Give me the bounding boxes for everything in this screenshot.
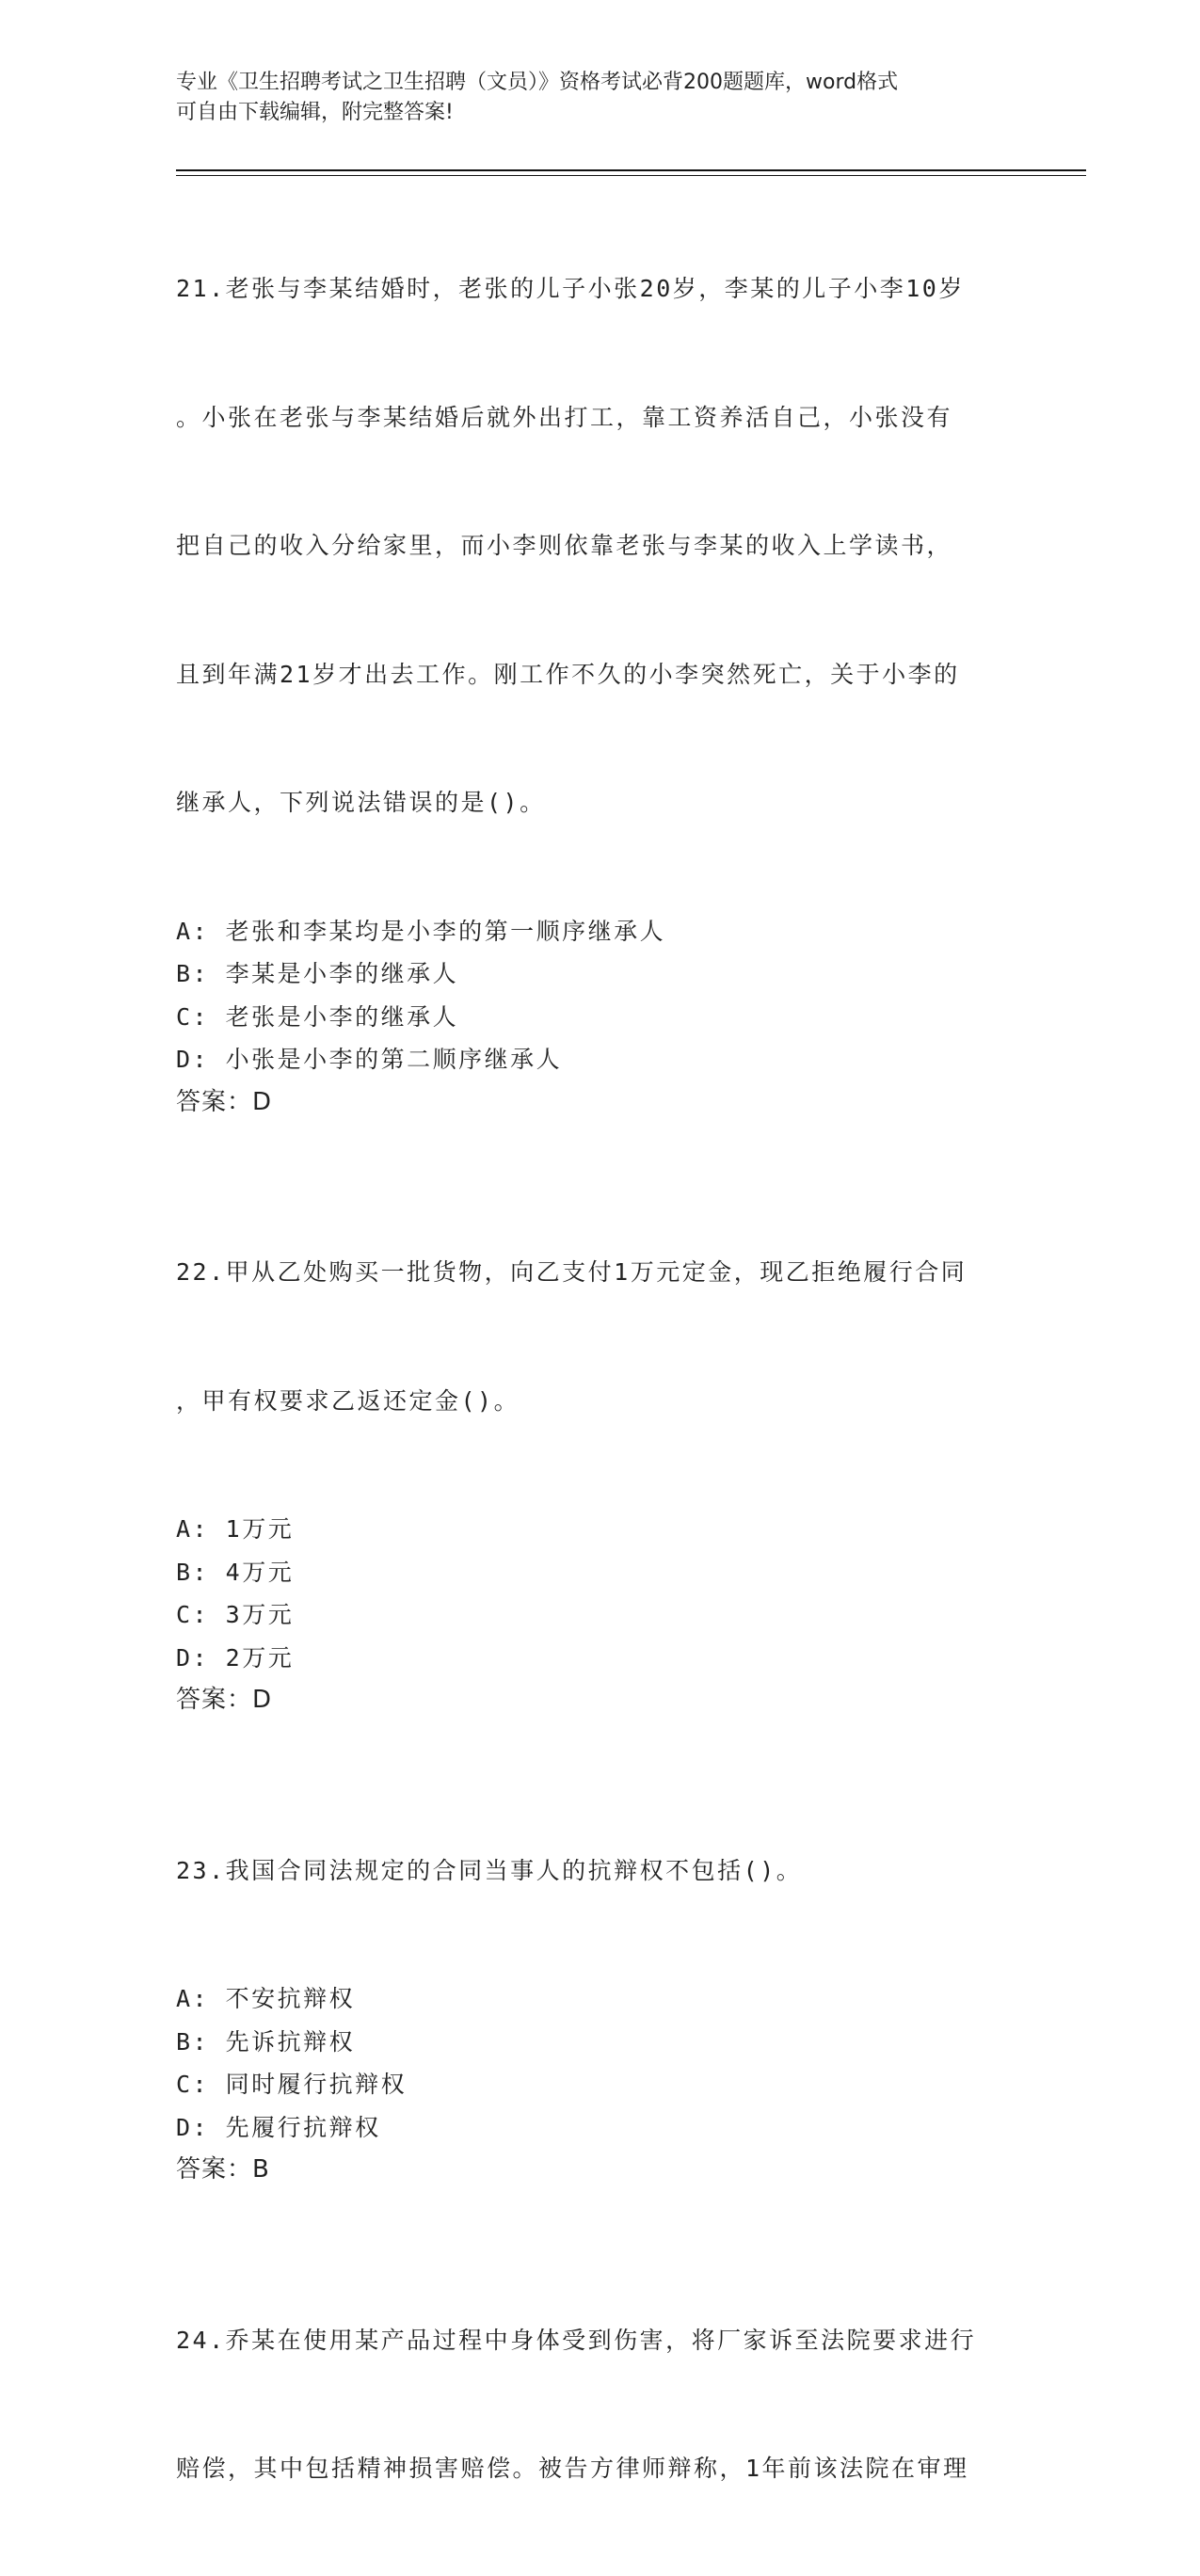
question-stem-line: 22.甲从乙处购买一批货物，向乙支付1万元定金，现乙拒绝履行合同 (176, 1258, 968, 1286)
option-c: C: 3万元 (176, 1601, 295, 1628)
question-stem-line: 24.乔某在使用某产品过程中身体受到伤害，将厂家诉至法院要求进行 (176, 2326, 977, 2354)
question-list (176, 182, 1023, 2576)
spacer (176, 1124, 1023, 1165)
option-b: B: 李某是小李的继承人 (176, 960, 459, 987)
question-stem-line: 21.老张与李某结婚时，老张的儿子小张20岁，李某的儿子小李10岁 (176, 275, 965, 302)
option-b: B: 4万元 (176, 1558, 295, 1586)
header-rule-thick (176, 169, 1086, 171)
option-d: D: 先履行抗辩权 (176, 2113, 381, 2141)
question-stem-line: 把自己的收入分给家里，而小李则依靠老张与李某的收入上学读书， (176, 532, 953, 559)
spacer (176, 1722, 1023, 1764)
question-22 (176, 1165, 1023, 1722)
answer-line: 答案：D (176, 1686, 273, 1714)
question-24 (176, 2233, 1023, 2576)
option-c: C: 同时履行抗辩权 (176, 2071, 408, 2098)
question-stem-line: 赔偿，其中包括精神损害赔偿。被告方律师辩称，1年前该法院在审理 (176, 2455, 969, 2482)
answer-line: 答案：D (176, 1087, 273, 1116)
answer-line: 答案：B (176, 2155, 270, 2184)
option-a: A: 1万元 (176, 1515, 295, 1543)
header-line-1: 专业《卫生招聘考试之卫生招聘（文员）》资格考试必背200题题库，word格式 (176, 71, 899, 94)
document-header (176, 68, 1023, 128)
question-stem-line: 23.我国合同法规定的合同当事人的抗辩权不包括()。 (176, 1856, 803, 1884)
question-23 (176, 1764, 1023, 2192)
spacer (176, 2192, 1023, 2233)
question-stem-line: 继承人，下列说法错误的是()。 (176, 789, 546, 816)
question-stem (176, 182, 1023, 910)
question-stem (176, 1165, 1023, 1508)
question-stem-line: 且到年满21岁才出去工作。刚工作不久的小李突然死亡，关于小李的 (176, 660, 960, 688)
option-d: D: 小张是小李的第二顺序继承人 (176, 1046, 563, 1073)
question-stem (176, 2233, 1023, 2576)
header-line-2: 可自由下载编辑，附完整答案! (176, 101, 454, 124)
header-rule-thin (176, 175, 1086, 176)
question-stem-line: ，甲有权要求乙返还定金()。 (176, 1386, 520, 1415)
question-21 (176, 182, 1023, 1124)
question-stem-line: 。小张在老张与李某结婚后就外出打工，靠工资养活自己，小张没有 (176, 403, 953, 431)
question-stem (176, 1764, 1023, 1978)
option-a: A: 老张和李某均是小李的第一顺序继承人 (176, 917, 666, 945)
option-c: C: 老张是小李的继承人 (176, 1002, 459, 1031)
option-d: D: 2万元 (176, 1643, 295, 1672)
option-a: A: 不安抗辩权 (176, 1985, 356, 2012)
option-b: B: 先诉抗辩权 (176, 2027, 356, 2056)
